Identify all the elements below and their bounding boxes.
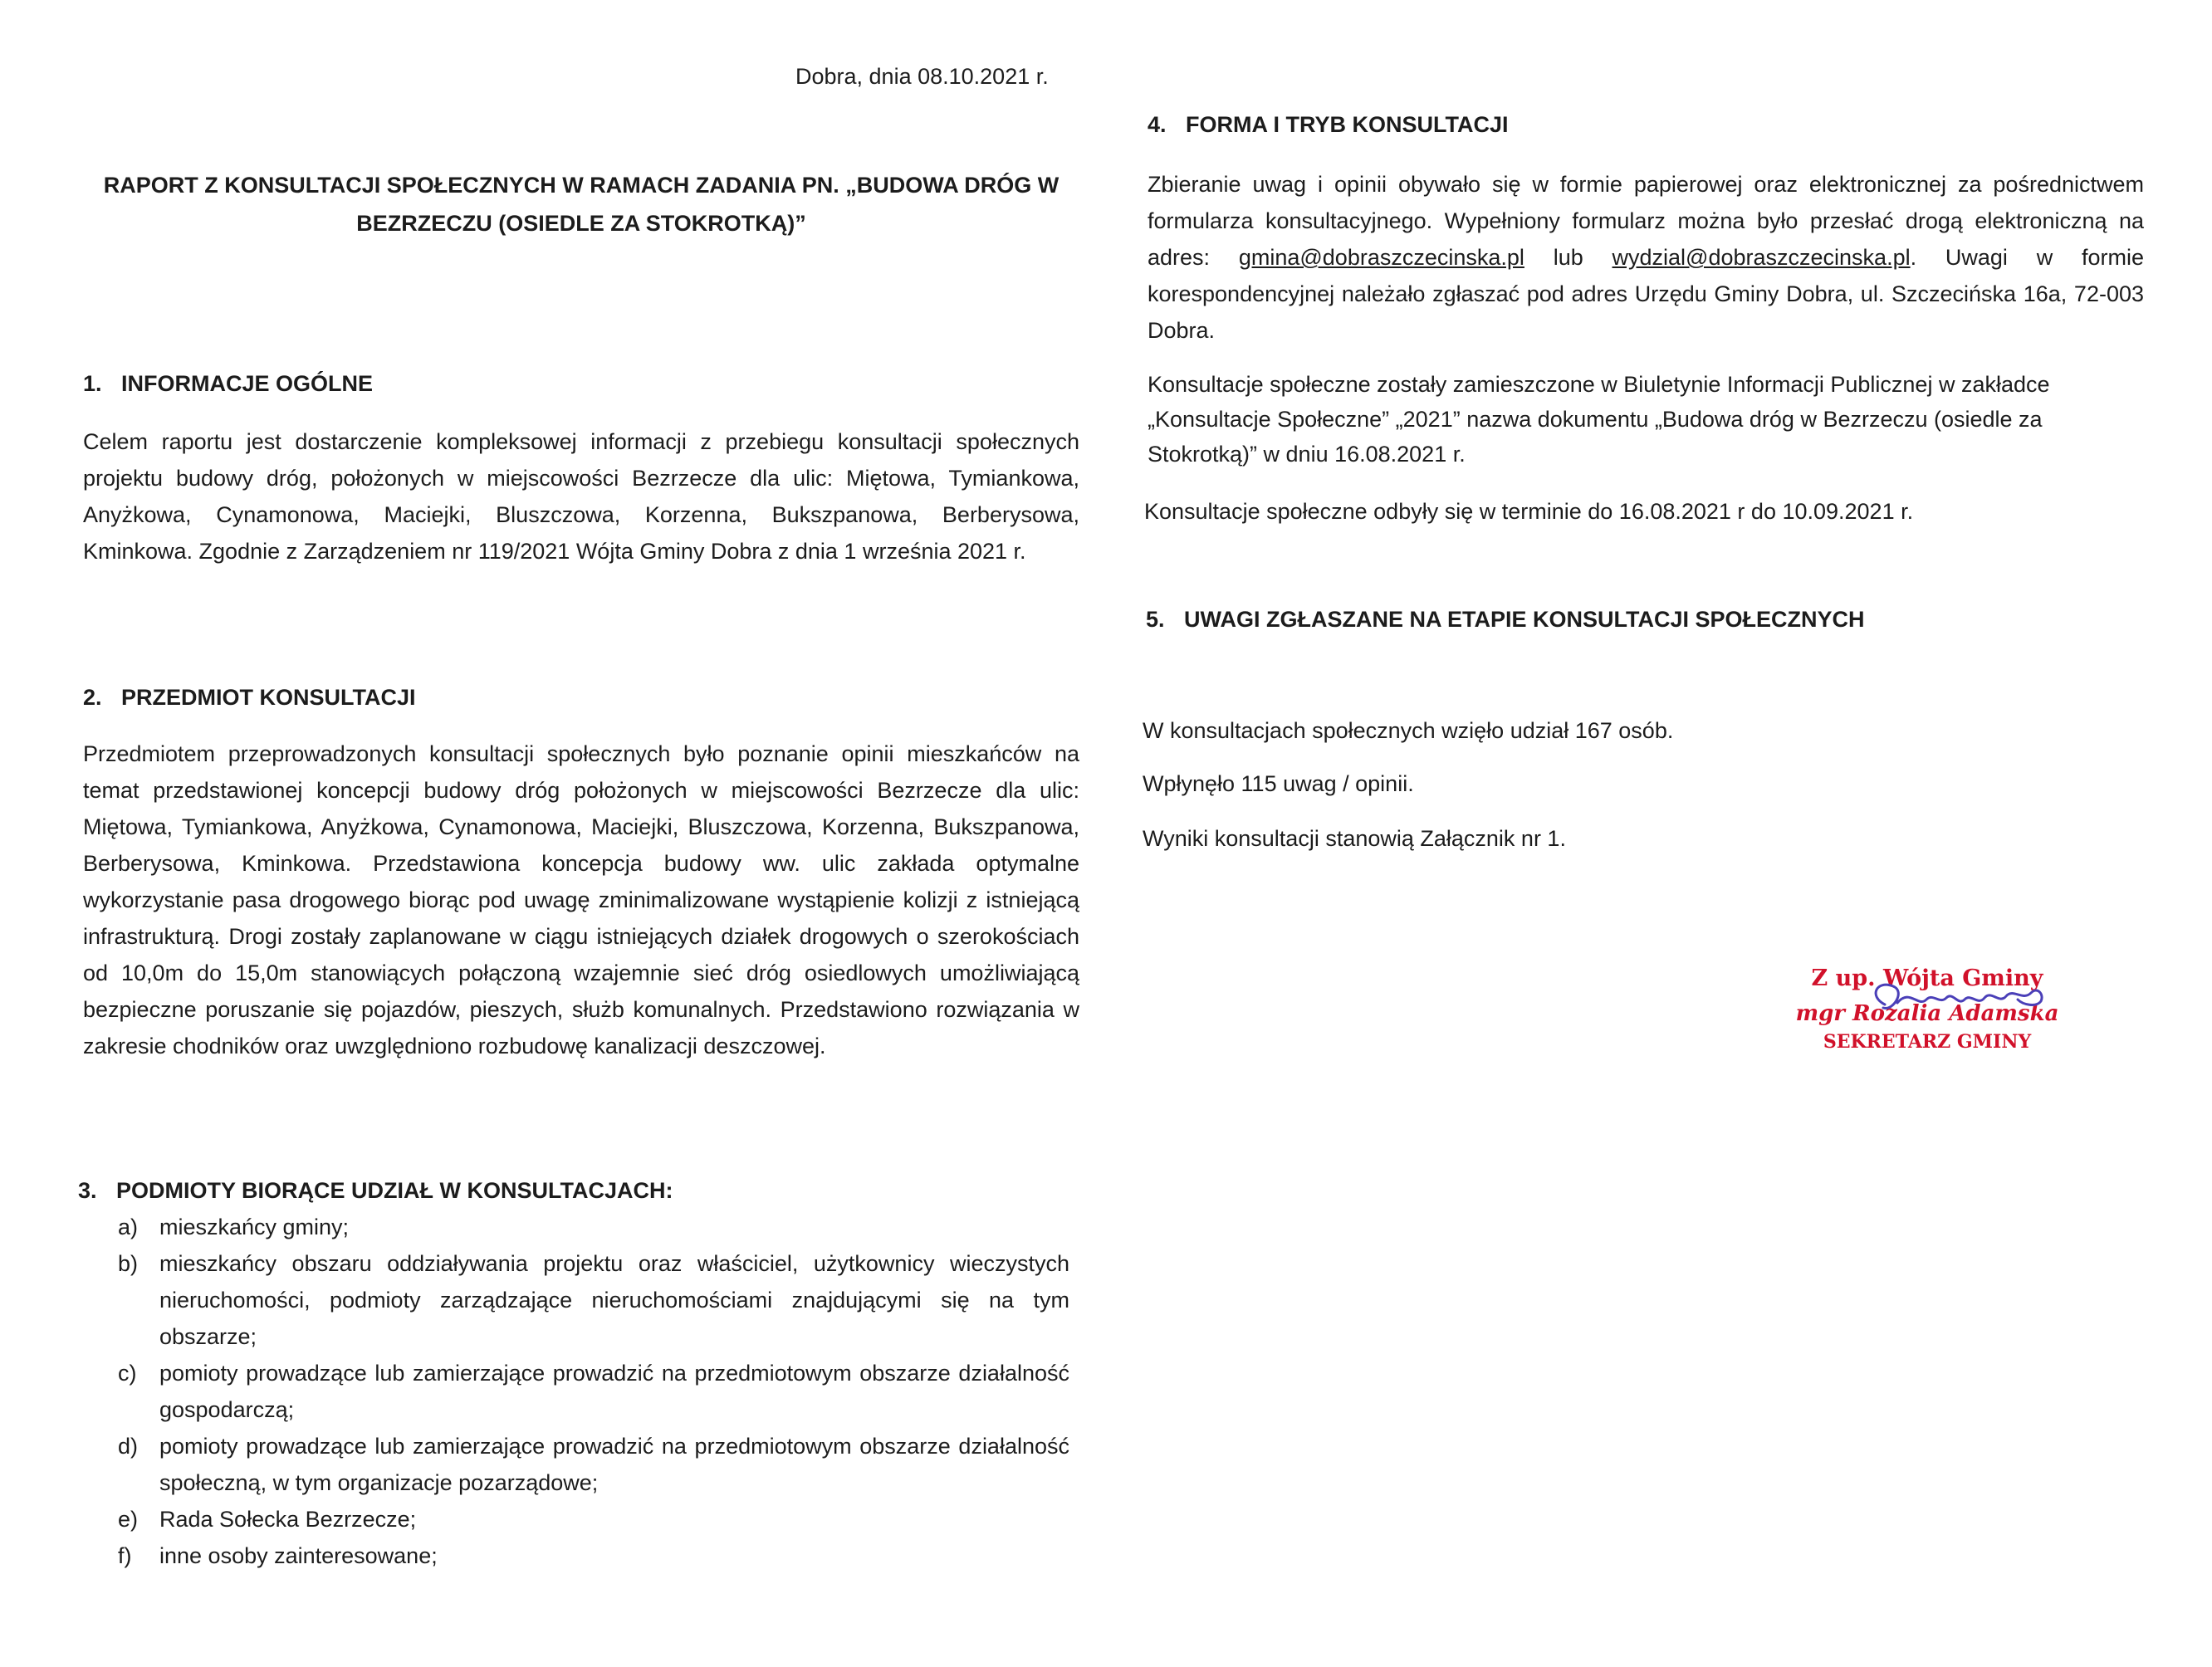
section-3-title: PODMIOTY BIORĄCE UDZIAŁ W KONSULTACJACH: [116,1178,673,1203]
list-item-letter: f) [118,1543,132,1568]
section-5-number: 5. [1146,607,1165,632]
list-item-text: mieszkańcy gminy; [159,1215,350,1239]
section-2-heading [83,682,416,712]
list-item-letter: c) [118,1361,137,1386]
stamp-line-position: SEKRETARZ GMINY [1823,1031,2032,1053]
list-item-letter: e) [118,1507,139,1532]
section-1-title: INFORMACJE OGÓLNE [121,371,374,396]
list-item-text: inne osoby zainteresowane; [159,1543,438,1568]
section-5-heading [1146,604,1865,634]
email-link-gmina[interactable]: gmina@dobraszczecinska.pl [1238,245,1524,270]
section-5-paragraph-2: Wpłynęło 115 uwag / opinii. [1143,771,1414,796]
list-item-letter: a) [118,1215,139,1239]
list-item-letter: b) [118,1251,139,1276]
list-item [118,1245,1069,1355]
section-4-text-part: . Uwagi w formie korespondencyjnej należało zgłaszać pod adres Urzędu Gminy Dobra, ul. Szczecińska 16a, 72-003 Dobra. [1148,245,2144,343]
list-item [118,1428,1069,1501]
list-item-letter: d) [118,1434,139,1459]
list-item-text: pomioty prowadzące lub zamierzające prowadzić na przedmiotowym obszarze działalność społeczną, w tym organizacje pozarządowe; [159,1434,1069,1495]
section-1-heading [83,369,373,398]
list-item-text: pomioty prowadzące lub zamierzające prowadzić na przedmiotowym obszarze działalność gospodarczą; [159,1361,1069,1422]
section-5-title: UWAGI ZGŁASZANE NA ETAPIE KONSULTACJI SPOŁECZNYCH [1184,607,1865,632]
section-4-text-part: lub [1524,245,1613,270]
section-2-text: Przedmiotem przeprowadzonych konsultacji społecznych było poznanie opinii mieszkańców na temat przedstawionej koncepcji budowy dróg położonych w miejscowości Bezrzecze dla ulic: Miętowa, Tymiankowa, Anyżkowa, Cynamonowa, Maciejki, Bluszczowa, Korzenna, Bukszpanowa, Berberysowa, Kminkowa. Przedstawiona koncepcja budowy ww. ulic zakłada optymalne wykorzystanie pasa drogowego biorąc pod uwagę zminimalizowane wystąpienie kolizji z istniejącą infrastrukturą. Drogi zostały zaplanowane w ciągu istniejących działek drogowych o szerokościach od 10,0m do 15,0m stanowiących połączoną wzajemnie sieć dróg osiedlowych umożliwiającą bezpieczne poruszanie się pojazdów, pieszych, służb komunalnych. Przedstawiono rozwiązania w zakresie chodników oraz uwzględniono rozbudowę kanalizacji deszczowej. [83,741,1079,1058]
section-4-heading [1148,110,1508,139]
section-2-title: PRZEDMIOT KONSULTACJI [121,685,416,710]
section-5-paragraph-1: W konsultacjach społecznych wzięło udział 167 osób. [1143,718,1674,743]
section-2-number: 2. [83,685,102,710]
list-item [118,1537,1069,1574]
email-link-wydzial[interactable]: wydzial@dobraszczecinska.pl [1612,245,1911,270]
section-3-heading [78,1176,673,1205]
document-title: RAPORT Z KONSULTACJI SPOŁECZNYCH W RAMACH ZADANIA PN. „BUDOWA DRÓG W BEZRZECZU (OSIEDLE ZA STOKROTKĄ)” [103,173,1060,236]
list-item [118,1209,1069,1245]
section-4-title: FORMA I TRYB KONSULTACJI [1186,112,1509,137]
stamp-line-name: mgr Rozalia Adamska [1795,1001,2059,1026]
list-item [118,1501,1069,1537]
stamp-line-authority: Z up. Wójta Gminy [1811,965,2043,991]
section-3-number: 3. [78,1178,97,1203]
section-1-number: 1. [83,371,102,396]
section-5-paragraph-3: Wyniki konsultacji stanowią Załącznik nr 1. [1143,826,1566,851]
list-item [118,1355,1069,1428]
section-4-paragraph-3: Konsultacje społeczne odbyły się w terminie do 16.08.2021 r do 10.09.2021 r. [1144,499,1914,524]
signature-stroke [1876,985,2042,1008]
section-4-paragraph-2: Konsultacje społeczne zostały zamieszczone w Biuletynie Informacji Publicznej w zakładce „Konsultacje Społeczne” „2021” nazwa dokumentu „Budowa dróg w Bezrzeczu (osiedle za Stokrotką)” w dniu 16.08.2021 r. [1148,372,2050,467]
document-date: Dobra, dnia 08.10.2021 r. [795,64,1049,89]
participants-list [118,1209,1069,1574]
section-4-number: 4. [1148,112,1167,137]
list-item-text: mieszkańcy obszaru oddziaływania projektu oraz właściciel, użytkownicy wieczystych nieruchomości, podmioty zarządzające nieruchomościami znajdującymi się na tym obszarze; [159,1251,1069,1349]
list-item-text: Rada Sołecka Bezrzecze; [159,1507,417,1532]
section-4-text-part: Zbieranie uwag i opinii obywało się w formie papierowej oraz elektronicznej za pośrednictwem formularza konsultacyjnego. Wypełniony formularz można było przesłać drogą elektroniczną na adres: [1148,172,2144,270]
section-1-text: Celem raportu jest dostarczenie kompleksowej informacji z przebiegu konsultacji społecznych projektu budowy dróg, położonych w miejscowości Bezrzecze dla ulic: Miętowa, Tymiankowa, Anyżkowa, Cynamonowa, Maciejki, Bluszczowa, Korzenna, Bukszpanowa, Berberysowa, Kminkowa. Zgodnie z Zarządzeniem nr 119/2021 Wójta Gminy Dobra z dnia 1 września 2021 r. [83,429,1079,564]
handwritten-signature [1860,971,2059,1029]
section-4-paragraph-1 [1148,166,2144,349]
